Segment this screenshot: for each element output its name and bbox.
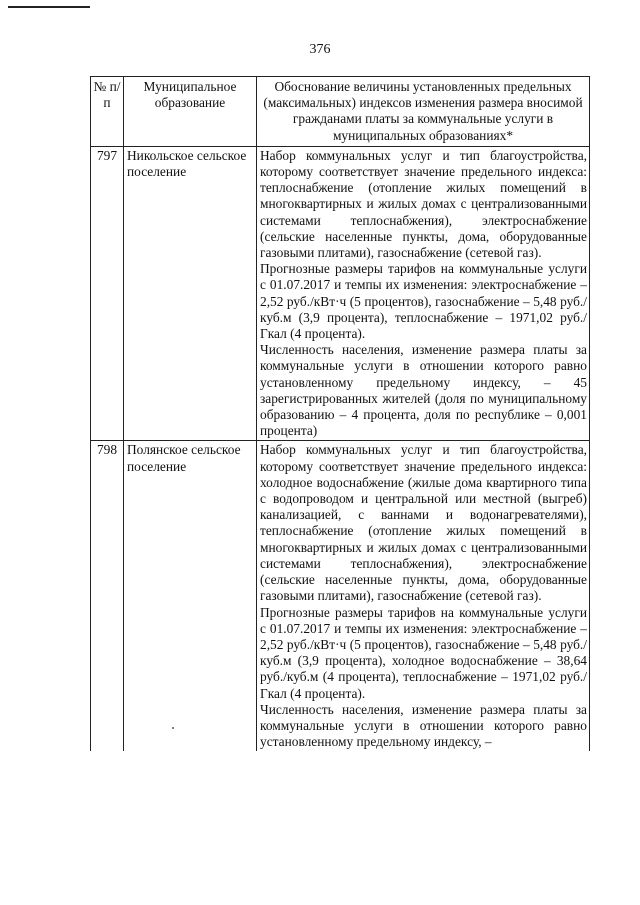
service-set-paragraph: Набор коммунальных услуг и тип благоустройства, которому соответствует значение предельного индекса: холодное водоснабжение (жилые дома квартирного типа с водопроводом и центральной или местной (выгреб) канализацией, с ваннами и водонагревателями), теплоснабжение (отопление жилых помещений в многоквартирных и жилых домах с централизованными системами теплоснабжения), электроснабжение (сельские населенные пункты, дома, оборудованные газовыми плитами), газоснабжение (сетевой газ). [260,442,587,604]
service-set-paragraph: Набор коммунальных услуг и тип благоустройства, которому соответствует значение предельного индекса: теплоснабжение (отопление жилых помещений в многоквартирных и жилых домах с централизованными системами теплоснабжения), электроснабжение (сельские населенные пункты, дома, оборудованные газовыми плитами), газоснабжение (сетевой газ). [260,147,587,261]
municipality-name: Никольское сельское поселение [124,146,257,441]
table-row [91,146,590,441]
row-number: 797 [91,146,124,441]
population-paragraph: Численность населения, изменение размера платы за коммунальные услуги в отношении которого равно установленному предельному индексу, – [260,701,587,750]
tariff-forecast-paragraph: Прогнозные размеры тарифов на коммунальные услуги с 01.07.2017 и темпы их изменения: электроснабжение – 2,52 руб./кВт·ч (5 процентов), газоснабжение – 5,48 руб./куб.м (3,9 процента), холодное водоснабжение – 38,64 руб./куб.м (4 процента), теплоснабжение – 1971,02 руб./Гкал (4 процента). [260,604,587,701]
row-number: 798 [91,441,124,751]
population-paragraph: Численность населения, изменение размера платы за коммунальные услуги в отношении которого равно установленному предельному индексу, – 45 зарегистрированных жителей (доля по муниципальному образованию – 4 процента, доля по республике – 0,001 процента) [260,342,587,439]
tariff-forecast-paragraph: Прогнозные размеры тарифов на коммунальные услуги с 01.07.2017 и темпы их изменения: электроснабжение – 2,52 руб./кВт·ч (5 процентов), газоснабжение – 5,48 руб./куб.м (3,9 процента), теплоснабжение – 1971,02 руб./Гкал (4 процента). [260,261,587,342]
header-rule [8,6,90,8]
header-municipality: Муниципальное образование [124,77,257,147]
scan-speck [172,727,174,729]
header-justification: Обоснование величины установленных предельных (максимальных) индексов изменения размера вносимой гражданами платы за коммунальные услуги в муниципальных образованиях* [257,77,590,147]
header-num: № п/п [91,77,124,147]
table-row [91,441,590,751]
justification-cell [257,441,590,751]
municipality-name: Полянское сельское поселение [124,441,257,751]
tariff-table [90,76,590,751]
table-header-row [91,77,590,147]
page-number: 376 [309,42,331,57]
justification-cell [257,146,590,441]
